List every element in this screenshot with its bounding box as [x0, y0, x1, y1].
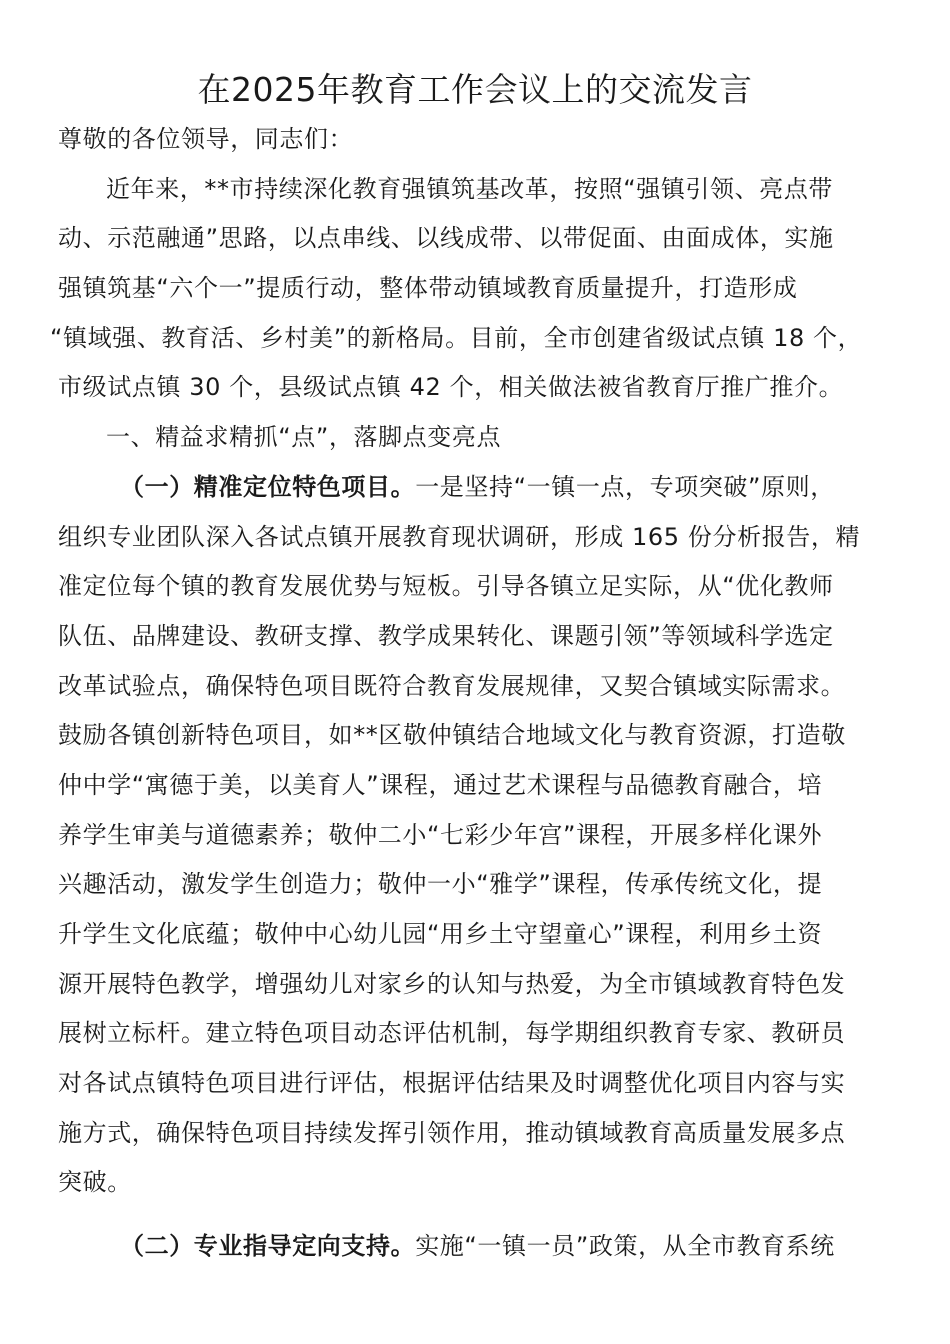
intro-line: 强镇筑基“六个一”提质行动，整体带动镇域教育质量提升，打造形成 — [58, 274, 798, 303]
intro-line: 市级试点镇 30 个，县级试点镇 42 个，相关做法被省教育厅推广推介。 — [58, 373, 844, 402]
intro-line: 动、示范融通”思路，以点串线、以线成带、以带促面、由面成体，实施 — [58, 224, 834, 253]
body-line: 准定位每个镇的教育发展优势与短板。引导各镇立足实际，从“优化教师 — [58, 572, 834, 601]
body-line: 组织专业团队深入各试点镇开展教育现状调研，形成 165 份分析报告，精 — [58, 522, 861, 551]
body-line: 养学生审美与道德素养；敬仲二小“七彩少年宫”课程，开展多样化课外 — [58, 820, 823, 849]
document-title: 在2025年教育工作会议上的交流发言 — [197, 70, 753, 109]
section-heading: 一、精益求精抓“点”，落脚点变亮点 — [106, 423, 502, 452]
body-line: 对各试点镇特色项目进行评估，根据评估结果及时调整优化项目内容与实 — [58, 1069, 846, 1098]
body-line: 仲中学“寓德于美，以美育人”课程，通过艺术课程与品德教育融合，培 — [58, 770, 823, 799]
body-line: 升学生文化底蕴；敬仲中心幼儿园“用乡土守望童心”课程，利用乡土资 — [58, 920, 823, 948]
intro-line: “镇域强、教育活、乡村美”的新格局。目前，全市创建省级试点镇 18 个， — [50, 323, 863, 352]
body-line: 突破。 — [58, 1168, 132, 1197]
subsection-heading: （二）专业指导定向支持。 — [120, 1232, 416, 1261]
subsection-text: 实施“一镇一员”政策，从全市教育系统 — [415, 1232, 835, 1261]
intro-line: 近年来，**市持续深化教育强镇筑基改革，按照“强镇引领、亮点带 — [106, 174, 834, 203]
body-line: 兴趣活动，激发学生创造力；敬仲一小“雅学”课程，传承传统文化，提 — [58, 870, 823, 899]
subsection-first-line — [58, 463, 888, 513]
body-line: 鼓励各镇创新特色项目，如**区敬仲镇结合地域文化与教育资源，打造敬 — [58, 721, 846, 750]
body-line: 施方式，确保特色项目持续发挥引领作用，推动镇域教育高质量发展多点 — [58, 1118, 846, 1147]
salutation: 尊敬的各位领导，同志们： — [58, 125, 354, 153]
body-line: 队伍、品牌建设、教研支撑、教学成果转化、课题引领”等领域科学选定 — [58, 621, 834, 650]
document-body — [50, 115, 888, 1272]
subsection-heading: （一）精准定位特色项目。 — [120, 472, 416, 501]
subsection-text: 一是坚持“一镇一点，专项突破”原则， — [415, 472, 835, 501]
subsection-first-line — [58, 1222, 888, 1272]
body-line: 展树立标杆。建立特色项目动态评估机制，每学期组织教育专家、教研员 — [58, 1019, 846, 1048]
body-line: 改革试验点，确保特色项目既符合教育发展规律，又契合镇域实际需求。 — [58, 671, 846, 700]
body-line: 源开展特色教学，增强幼儿对家乡的认知与热爱，为全市镇域教育特色发 — [58, 969, 846, 998]
